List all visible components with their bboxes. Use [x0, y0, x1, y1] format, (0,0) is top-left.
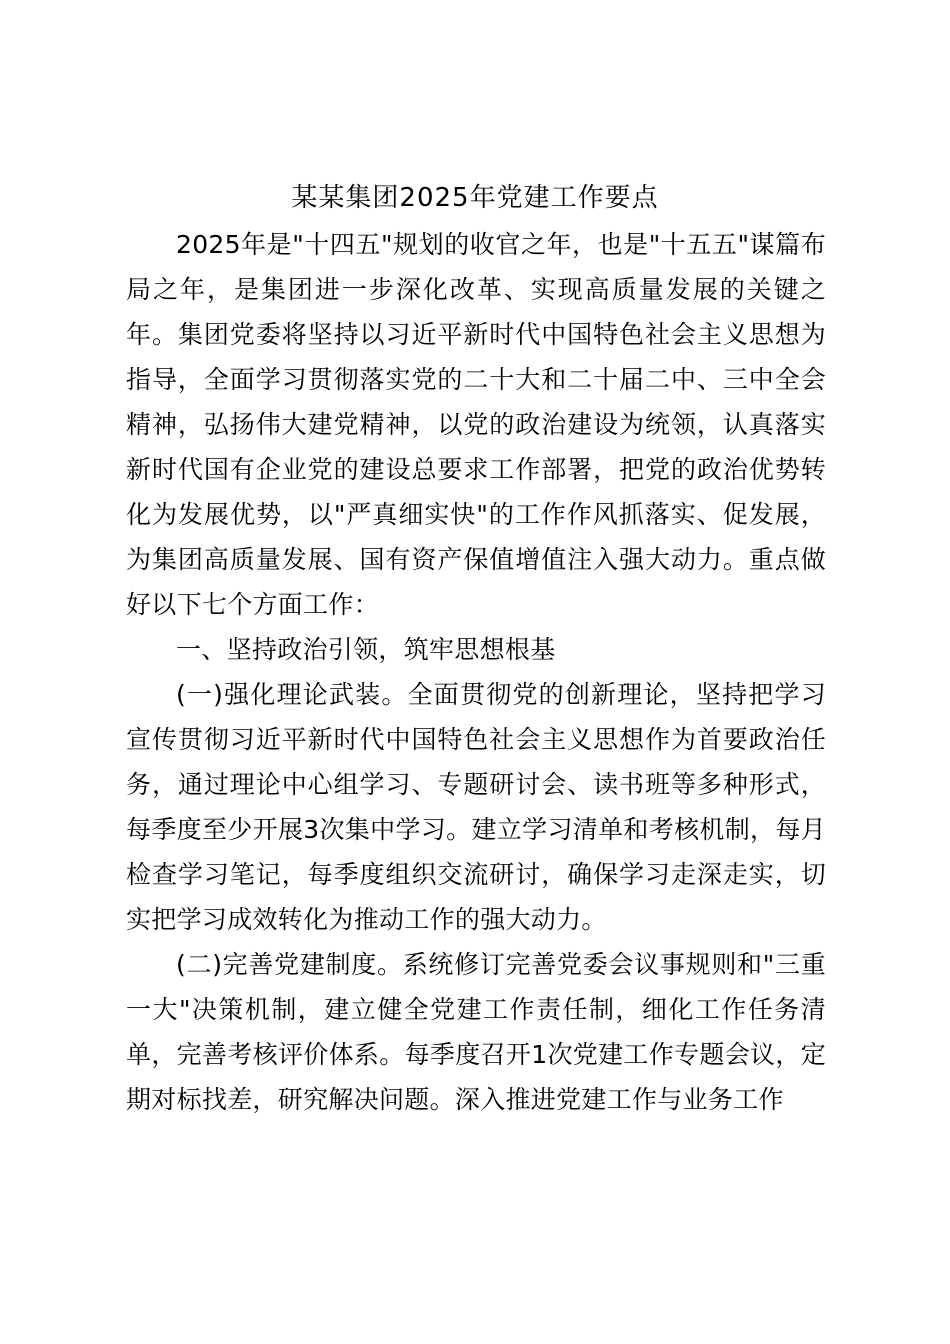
intro-paragraph: 2025年是"十四五"规划的收官之年，也是"十五五"谋篇布局之年，是集团进一步深化改革、实现高质量发展的关键之年。集团党委将坚持以习近平新时代中国特色社会主义思想为指导，全面学习贯彻落实党的二十大和二十届二中、三中全会精神，弘扬伟大建党精神，以党的政治建设为统领，认真落实新时代国有企业党的建设总要求工作部署，把党的政治优势转化为发展优势，以"严真细实快"的工作作风抓落实、促发展，为集团高质量发展、国有资产保值增值注入强大动力。重点做好以下七个方面工作： [126, 230, 826, 619]
document-title: 某某集团2025年党建工作要点 [291, 183, 659, 213]
body-paragraph: (二)完善党建制度。系统修订完善党委会议事规则和"三重一大"决策机制，建立健全党建工作责任制，细化工作任务清单，完善考核评价体系。每季度召开1次党建工作专题会议，定期对标找差，研究解决问题。深入推进党建工作与业务工作 [126, 950, 826, 1114]
document-body [126, 222, 826, 1122]
body-paragraph: (一)强化理论武装。全面贯彻党的创新理论，坚持把学习宣传贯彻习近平新时代中国特色社会主义思想作为首要政治任务，通过理论中心组学习、专题研讨会、读书班等多种形式，每季度至少开展3次集中学习。建立学习清单和考核机制，每月检查学习笔记，每季度组织交流研讨，确保学习走深走实，切实把学习成效转化为推动工作的强大动力。 [126, 680, 826, 934]
section-heading: 一、坚持政治引领，筑牢思想根基 [176, 635, 556, 664]
